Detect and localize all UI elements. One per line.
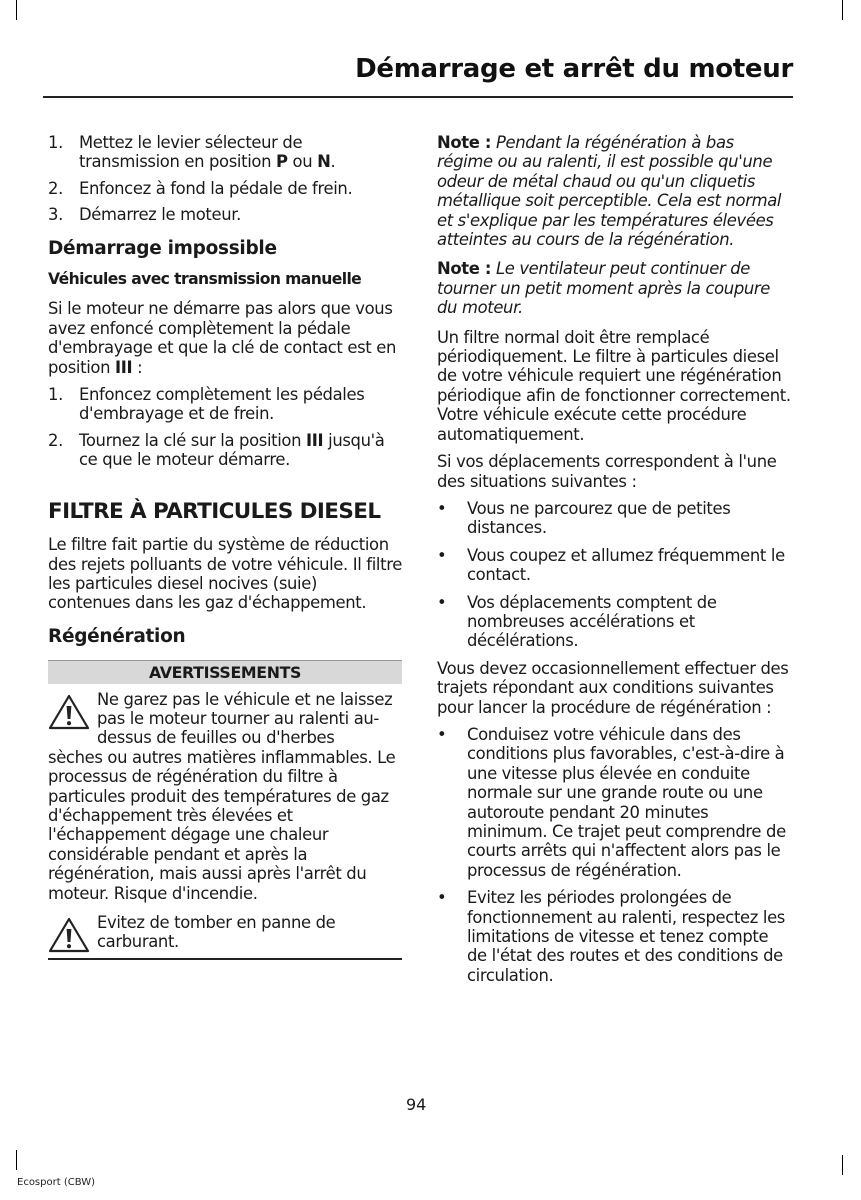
paragraph-text: : — [132, 357, 143, 377]
heading-start-impossible: Démarrage impossible — [48, 237, 277, 259]
warning-rest-text: sèches ou autres matières inflammables. Le processus de régénération du filtre à particules produit des températures de gaz d'échappement très élevées et l'échappement dégage une chaleur considérable pendant et après la régénération, mais aussi après l'arrêt du moteur. Risque d'incendie. — [48, 747, 396, 903]
conditions-intro: Vous devez occasionnellement effectuer des trajets répondant aux conditions suivantes pour lancer la procédure de régénération : — [437, 658, 789, 717]
footer-model: Ecosport (CBW) — [17, 1177, 95, 1188]
note-fan — [437, 259, 791, 317]
step-text: Enfoncez à fond la pédale de frein. — [79, 178, 353, 198]
step-number: 2. — [48, 178, 63, 198]
left-column — [48, 133, 402, 960]
list-item — [437, 546, 791, 585]
start-steps-list — [48, 133, 402, 225]
step-number: 1. — [48, 133, 63, 152]
note-regeneration-smell — [437, 133, 791, 249]
list-item — [48, 179, 402, 198]
bullet-text: Evitez les périodes prolongées de fonctionnement au ralenti, respectez les limitations de vitesse et tenez compte de l'état des routes et des conditions de circulation. — [467, 888, 785, 985]
situations-intro: Si vos déplacements correspondent à l'une des situations suivantes : — [437, 452, 777, 491]
section-heading-dpf: FILTRE À PARTICULES DIESEL — [48, 498, 381, 524]
warnings-header: AVERTISSEMENTS — [48, 660, 402, 683]
warning-triangle-icon — [48, 694, 90, 730]
crop-mark-bottom-left — [16, 1150, 17, 1170]
note-text: Le ventilateur peut continuer de tourner un petit moment après la coupure du moteur. — [437, 259, 771, 318]
step-text: Enfoncez complètement les pédales d'embrayage et de frein. — [79, 385, 365, 424]
list-item — [437, 725, 791, 880]
warning-lead-text: Ne garez pas le véhicule et ne laissez pas le moteur tourner au ralenti au-dessus de feuilles ou d'herbes — [97, 689, 393, 748]
warning-block — [48, 690, 402, 903]
page-title: Démarrage et arrêt du moteur — [355, 54, 793, 84]
paragraph-text: Si le moteur ne démarre pas alors que vous avez enfoncé complètement la pédale d'embrayage et que la clé de contact est en position — [48, 299, 396, 377]
list-item — [48, 431, 402, 470]
warning-lead-text: Evitez de tomber en panne de carburant. — [97, 913, 336, 952]
bullet-text: Vous ne parcourez que de petites distances. — [467, 498, 731, 538]
page-number: 94 — [406, 1095, 427, 1114]
list-item — [48, 133, 402, 172]
situations-list — [437, 499, 791, 651]
bullet: • — [437, 724, 447, 744]
step-text: Tournez la clé sur la position — [79, 430, 307, 450]
conditions-list — [437, 725, 791, 985]
list-item — [437, 499, 791, 538]
warning-text — [48, 690, 402, 903]
list-item — [437, 593, 791, 651]
step-number: 3. — [48, 205, 63, 225]
note-label: Note : — [437, 133, 492, 152]
step-text: . — [330, 152, 336, 172]
crop-mark-top-right — [842, 0, 843, 20]
bullet-text: Vous coupez et allumez fréquemment le contact. — [467, 545, 785, 585]
list-item — [48, 205, 402, 224]
step-bold: III — [306, 430, 324, 450]
list-item — [437, 888, 791, 985]
step-text: jusqu'à ce que le moteur démarre. — [79, 430, 385, 470]
filter-paragraph: Le filtre fait partie du système de réduction des rejets polluants de votre véhicule. Il filtre les particules diesel nocives (suie) contenues dans les gaz d'échappement. — [48, 535, 402, 613]
bullet: • — [437, 545, 447, 565]
note-text: Pendant la régénération à bas régime ou au ralenti, il est possible qu'une odeur de métal chaud ou qu'un cliquetis métallique soit perceptible. Cela est normal et s'explique par les températures élevées atteintes au cours de la régénération. — [437, 133, 782, 250]
crop-mark-top-left — [16, 0, 17, 20]
heading-manual-transmission: Véhicules avec transmission manuelle — [48, 270, 362, 289]
bullet-text: Vos déplacements comptent de nombreuses accélérations et décélérations. — [467, 592, 717, 651]
bullet-text: Conduisez votre véhicule dans des conditions plus favorables, c'est-à-dire à une vitesse plus élevée en conduite normale sur une grande route ou une autoroute pendant 20 minutes minimum. Ce trajet peut comprendre de courts arrêts qui n'affectent alors pas le processus de régénération. — [467, 724, 786, 880]
warning-block — [48, 913, 402, 952]
warnings-end-rule — [48, 958, 402, 960]
warning-triangle-icon — [48, 917, 90, 953]
bullet: • — [437, 888, 447, 908]
step-text: ou — [287, 152, 318, 172]
manual-steps-list — [48, 385, 402, 470]
step-number: 2. — [48, 430, 63, 450]
step-number: 1. — [48, 385, 63, 405]
crop-mark-bottom-right — [842, 1155, 843, 1175]
note-label: Note : — [437, 259, 492, 279]
bullet: • — [437, 498, 447, 518]
step-text: Mettez le levier sélecteur de transmission en position — [79, 133, 303, 172]
bullet: • — [437, 592, 447, 612]
paragraph-bold: III — [114, 357, 133, 377]
right-column — [437, 133, 791, 993]
step-text: Démarrez le moteur. — [79, 205, 241, 225]
filter-replacement-paragraph: Un filtre normal doit être remplacé périodiquement. Le filtre à particules diesel de votre véhicule requiert une régénération périodique afin de fonctionner correctement. Votre véhicule exécute cette procédure automatiquement. — [437, 327, 791, 444]
list-item — [48, 385, 402, 424]
manual-paragraph — [48, 299, 402, 377]
heading-regeneration: Régénération — [48, 625, 186, 647]
title-rule — [43, 96, 793, 98]
step-bold: P — [275, 152, 288, 172]
warning-text — [48, 913, 402, 952]
step-bold: N — [317, 152, 331, 172]
